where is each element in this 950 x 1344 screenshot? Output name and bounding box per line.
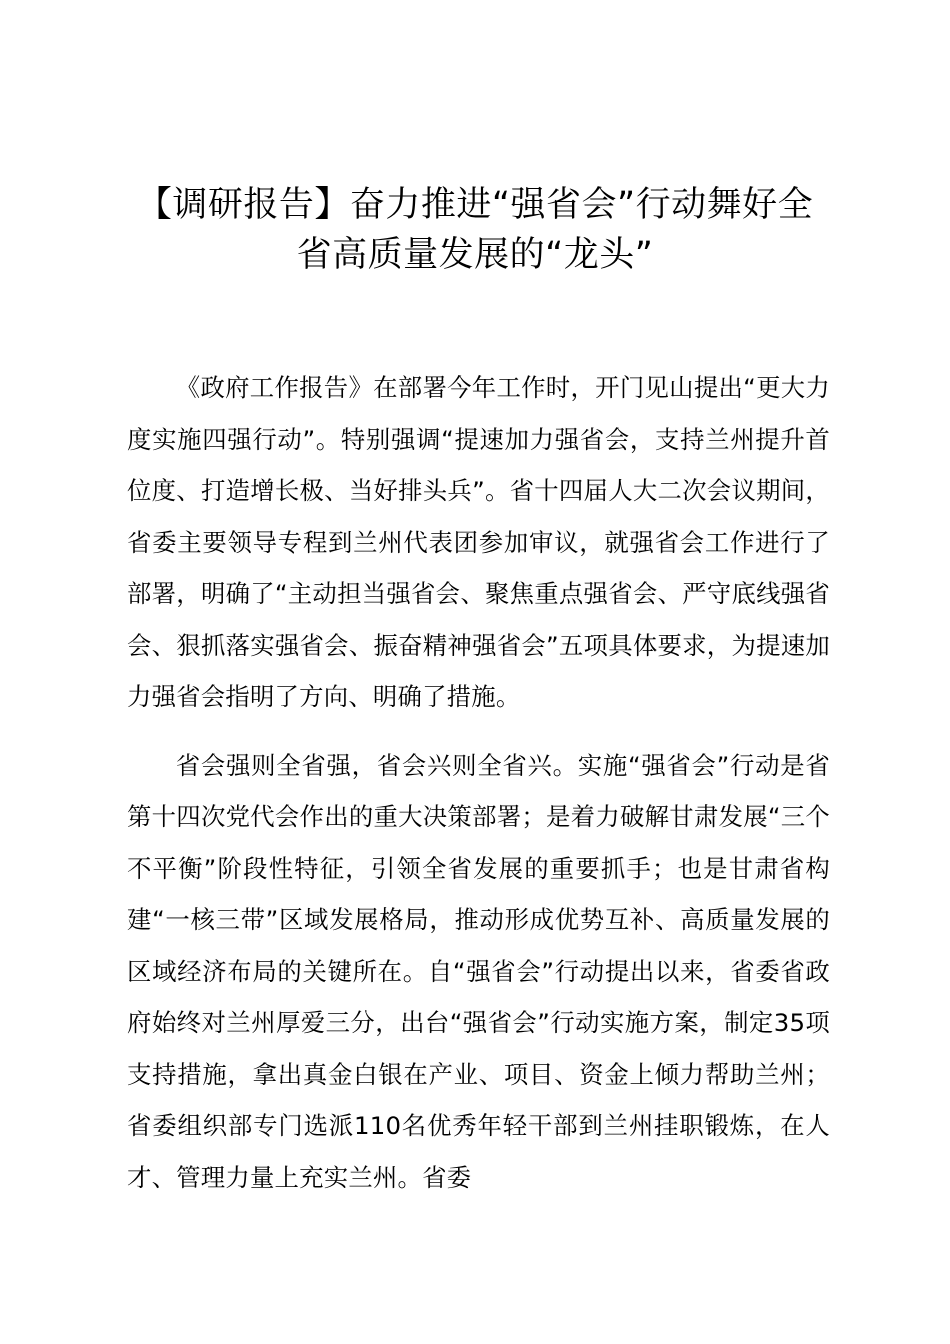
document-body: [127, 362, 830, 1203]
title-line-2: 省高质量发展的“龙头”: [296, 235, 654, 275]
document-title: [110, 180, 840, 280]
paragraph-1: 《政府工作报告》在部署今年工作时，开门见山提出“更大力度实施四强行动”。特别强调“提速加力强省会，支持兰州提升首位度、打造增长极、当好排头兵”。省十四届人大二次会议期间，省委主要领导专程到兰州代表团参加审议，就强省会工作进行了部署，明确了“主动担当强省会、聚焦重点强省会、严守底线强省会、狠抓落实强省会、振奋精神强省会”五项具体要求，为提速加力强省会指明了方向、明确了措施。: [127, 373, 830, 711]
title-line-1: 【调研报告】奋力推进“强省会”行动舞好全: [136, 185, 814, 225]
paragraph-2: 省会强则全省强，省会兴则全省兴。实施“强省会”行动是省第十四次党代会作出的重大决策部署；是着力破解甘肃发展“三个不平衡”阶段性特征，引领全省发展的重要抓手；也是甘肃省构建“一核三带”区域发展格局，推动形成优势互补、高质量发展的区域经济布局的关键所在。自“强省会”行动提出以来，省委省政府始终对兰州厚爱三分，出台“强省会”行动实施方案，制定35项支持措施，拿出真金白银在产业、项目、资金上倾力帮助兰州；省委组织部专门选派110名优秀年轻干部到兰州挂职锻炼，在人才、管理力量上充实兰州。省委: [127, 750, 830, 1192]
